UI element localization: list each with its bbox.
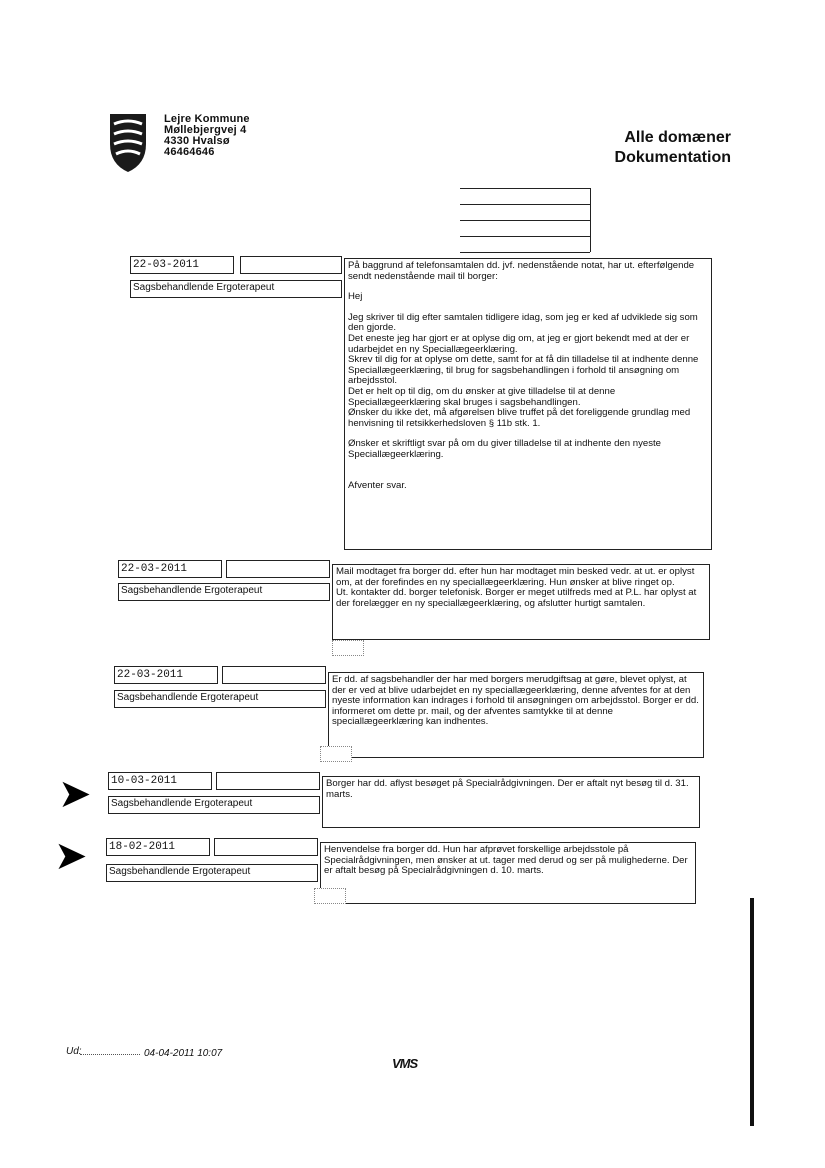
form-line-edge	[590, 188, 591, 252]
entry-role: Sagsbehandlende Ergoterapeut	[108, 796, 320, 814]
note-paragraph: Ønsker du ikke det, må afgørelsen blive truffet på det foreliggende grundlag med henvisning til retsikkerhedsloven § 11b stk. 1.	[348, 407, 691, 429]
blank-stub	[314, 888, 346, 904]
entry-role: Sagsbehandlende Ergoterapeut	[114, 690, 326, 708]
note-paragraph: Det er helt op til dig, om du ønsker at give tilladelse til at denne Speciallægeerklæring skal bruges i sagsbehandlingen.	[348, 385, 616, 408]
note-paragraph: Det eneste jeg har gjort er at oplyse dig om, at jeg er gjort bekendt med at der er udarbejdet en ny Speciallægeerklæring.	[348, 332, 690, 355]
entry-date: 22-03-2011	[114, 666, 218, 684]
form-line	[460, 188, 590, 189]
entry-date: 10-03-2011	[108, 772, 212, 790]
entry-note	[328, 672, 704, 758]
note-paragraph: Hej	[348, 291, 363, 303]
title-line-1: Alle domæner	[624, 129, 731, 146]
note-paragraph: Mail modtaget fra borger dd. efter hun har modtaget min besked vedr. at ut. er oplyst om, at der forefindes en ny speciallægeerklæring. Hun ønsker at blive ringet op.	[336, 566, 695, 588]
document-title	[615, 128, 731, 168]
entry-date: 22-03-2011	[118, 560, 222, 578]
municipality-name: Lejre Kommune	[164, 113, 250, 125]
entry-role: Sagsbehandlende Ergoterapeut	[130, 280, 342, 298]
entry-note	[344, 258, 712, 550]
scan-edge-line	[750, 898, 754, 1126]
entry-note	[322, 776, 700, 828]
entry-note	[320, 842, 696, 904]
entry-blank-field	[240, 256, 342, 274]
note-paragraph: Skrev til dig for at oplyse om dette, samt for at få din tilladelse til at indhente denne Speciallægeerklæring, til brug for sagsbehandlingen i forhold til ansøgning om arbejdsstol.	[348, 354, 699, 387]
entry-blank-field	[216, 772, 320, 790]
form-line	[460, 204, 590, 205]
form-line	[460, 236, 590, 237]
municipality-city: 4330 Hvalsø	[164, 135, 230, 147]
entry-date: 22-03-2011	[130, 256, 234, 274]
footer-dotted-line	[80, 1054, 140, 1055]
municipality-address	[164, 114, 250, 158]
entry-note	[332, 564, 710, 640]
signature: VMS	[392, 1056, 418, 1071]
municipality-street: Møllebjergvej 4	[164, 124, 247, 136]
handwritten-arrow-icon: ➤	[58, 772, 92, 816]
footer-ud-label: Ud:	[66, 1046, 82, 1057]
entry-blank-field	[214, 838, 318, 856]
note-paragraph: Afventer svar.	[348, 479, 407, 491]
handwritten-arrow-icon: ➤	[54, 834, 88, 878]
note-paragraph: Borger har dd. aflyst besøget på Specialrådgivningen. Der er aftalt nyt besøg til d. 31. marts.	[326, 778, 689, 800]
form-line	[460, 252, 590, 253]
title-line-2: Dokumentation	[614, 149, 731, 166]
entry-role: Sagsbehandlende Ergoterapeut	[118, 583, 330, 601]
note-paragraph: Ut. kontakter dd. borger telefonisk. Borger er meget utilfreds med at P.L. har oplyst at der forelægger en ny speciallægeerklæring, og afslutter hurtigt samtalen.	[336, 587, 697, 609]
note-paragraph: Er dd. af sagsbehandler der har med borgers merudgiftsag at gøre, blevet oplyst, at der er ved at blive udarbejdet en ny speciallægeerklæring, denne afventes for at den nyeste information kan indrages i forhold til ansøgningen om arbejdsstol. Borger er dd. informeret om dette pr. mail, og der afventes samtykke til at denne speciallægeerklæring kan indhentes.	[332, 674, 699, 728]
entry-blank-field	[222, 666, 326, 684]
blank-stub	[332, 640, 364, 656]
note-paragraph: Ønsker et skriftligt svar på om du giver tilladelse til at indhente den nyeste Speciallægeerklæring.	[348, 438, 662, 460]
blank-stub	[320, 746, 352, 762]
entry-blank-field	[226, 560, 330, 578]
entry-date: 18-02-2011	[106, 838, 210, 856]
note-paragraph: Henvendelse fra borger dd. Hun har afprøvet forskellige arbejdsstole på Specialrådgivningen, men ønsker at ut. tager med derud og ser på mulighederne. Der er aftalt besøg på Specialrådgivningen d. 10. marts.	[324, 844, 688, 877]
note-paragraph: På baggrund af telefonsamtalen dd. jvf. nedenstående notat, har ut. efterfølgende sendt nedenstående mail til borger:	[348, 260, 695, 282]
footer-timestamp: 04-04-2011 10:07	[144, 1048, 223, 1059]
note-paragraph: Jeg skriver til dig efter samtalen tidligere idag, som jeg er ked af udviklede sig som den gjorde.	[348, 311, 698, 334]
lejre-logo-icon	[106, 110, 152, 174]
form-line	[460, 220, 590, 221]
municipality-phone: 46464646	[164, 146, 215, 158]
entry-role: Sagsbehandlende Ergoterapeut	[106, 864, 318, 882]
